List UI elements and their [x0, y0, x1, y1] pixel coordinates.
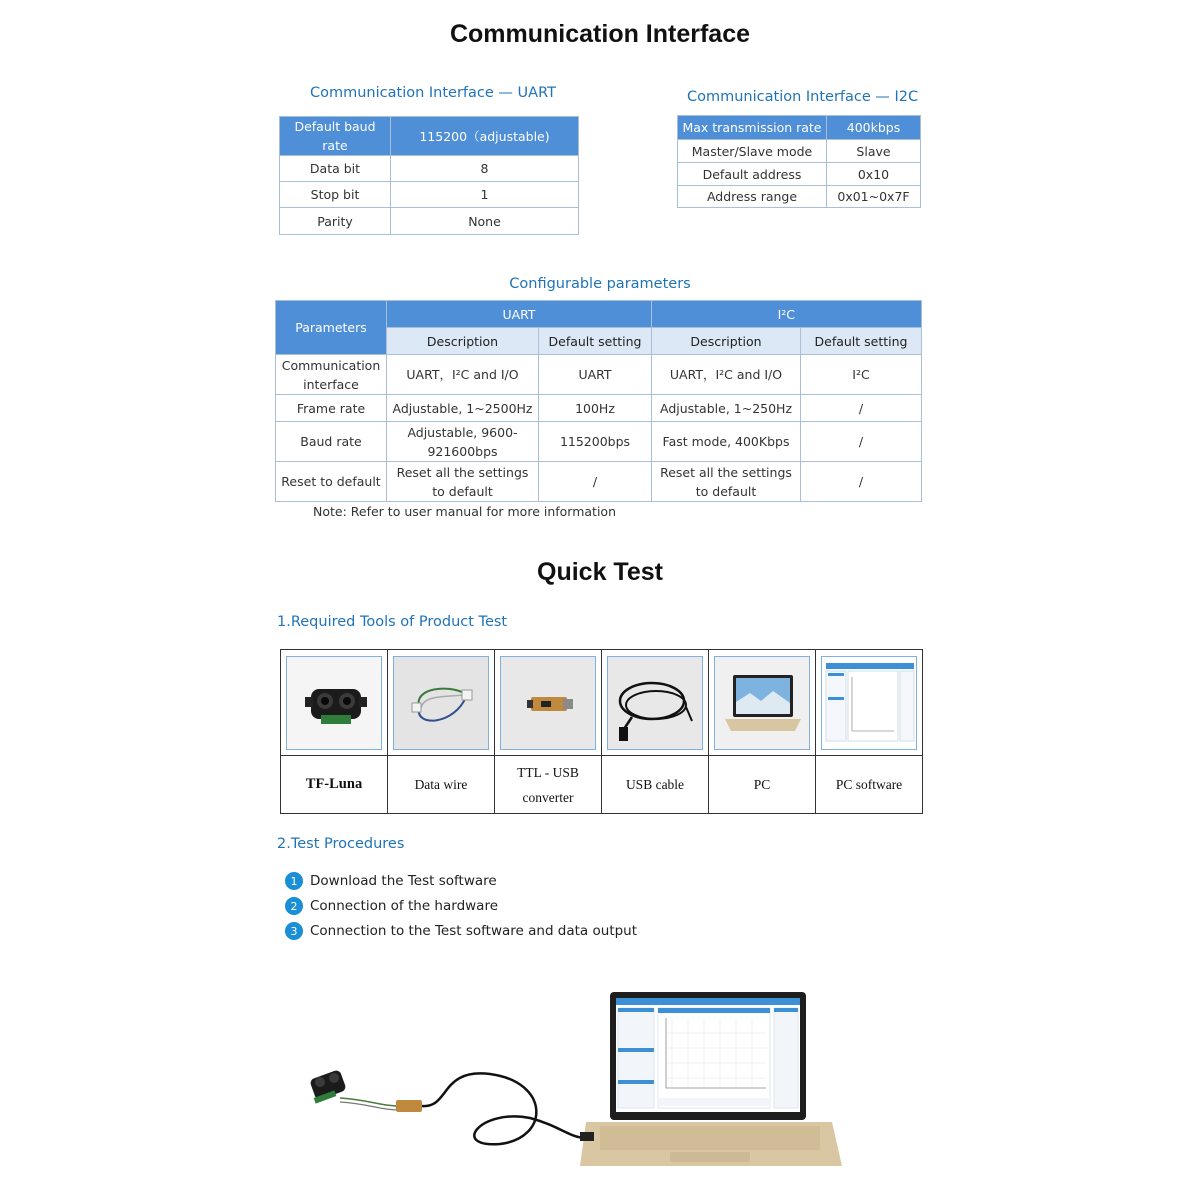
config-caption: Configurable parameters: [509, 276, 691, 292]
step-2-text: Connection of the hardware: [310, 898, 499, 914]
config-row-2-i2c-desc: Fast mode, 400Kbps: [652, 422, 801, 462]
config-row-0-uart-desc: UART，I²C and I/O: [387, 355, 539, 395]
config-row-3-i2c-desc: Reset all the settings to default: [652, 462, 801, 502]
i2c-row-3-value: 0x01~0x7F: [827, 186, 921, 208]
config-table: [275, 300, 922, 502]
ttl-usb-converter-image: [500, 656, 596, 750]
step-1-number: 1: [285, 872, 303, 890]
config-row-1-uart-default: 100Hz: [539, 395, 652, 422]
tool-cell-3: [602, 650, 709, 756]
tool-label-2: TTL - USB converter: [495, 756, 602, 814]
step-2: [285, 897, 498, 915]
tool-cell-4: [709, 650, 816, 756]
i2c-caption: Communication Interface — I2C: [687, 89, 919, 105]
config-row-0-param: Communication interface: [276, 355, 387, 395]
comm-interface-title: Communication Interface: [449, 20, 751, 48]
config-parameters-header: Parameters: [276, 301, 387, 355]
i2c-row-2-label: Default address: [678, 163, 827, 186]
i2c-default-header: Default setting: [801, 328, 922, 355]
config-row-2-uart-desc: Adjustable, 9600-921600bps: [387, 422, 539, 462]
uart-row-2-value: 1: [391, 182, 579, 208]
uart-row-3-label: Parity: [280, 208, 391, 235]
config-row-1-i2c-default: /: [801, 395, 922, 422]
data-wire-image: [393, 656, 489, 750]
config-row-2-uart-default: 115200bps: [539, 422, 652, 462]
tool-label-5: PC software: [816, 756, 923, 814]
config-uart-header: UART: [387, 301, 652, 328]
procedures-heading: 2.Test Procedures: [277, 836, 405, 852]
tool-cell-1: [388, 650, 495, 756]
uart-row-1-value: 8: [391, 156, 579, 182]
config-row-3-i2c-default: /: [801, 462, 922, 502]
i2c-table: [677, 115, 921, 208]
i2c-row-1-label: Master/Slave mode: [678, 140, 827, 163]
step-1-text: Download the Test software: [310, 873, 497, 889]
step-2-number: 2: [285, 897, 303, 915]
i2c-row-0-value: 400kbps: [827, 116, 921, 140]
quick-test-title: Quick Test: [537, 558, 663, 586]
pc-software-screenshot-image: [821, 656, 917, 750]
step-3: [285, 922, 637, 940]
config-row-2-i2c-default: /: [801, 422, 922, 462]
lidar-sensor-image: [286, 656, 382, 750]
uart-table: [279, 116, 579, 235]
config-row-3-uart-desc: Reset all the settings to default: [387, 462, 539, 502]
tool-cell-2: [495, 650, 602, 756]
config-i2c-header: I²C: [652, 301, 922, 328]
config-row-0-uart-default: UART: [539, 355, 652, 395]
tool-cell-5: [816, 650, 923, 756]
i2c-row-0-label: Max transmission rate: [678, 116, 827, 140]
config-row-3-uart-default: /: [539, 462, 652, 502]
config-row-1-i2c-desc: Adjustable, 1~250Hz: [652, 395, 801, 422]
tool-label-4: PC: [709, 756, 816, 814]
uart-row-0-value: 115200（adjustable): [391, 117, 579, 156]
config-row-3-param: Reset to default: [276, 462, 387, 502]
tools-table: [280, 649, 923, 814]
uart-row-0-label: Default baud rate: [280, 117, 391, 156]
config-row-0-i2c-desc: UART，I²C and I/O: [652, 355, 801, 395]
tool-label-0: TF-Luna: [281, 756, 388, 814]
config-row-0-i2c-default: I²C: [801, 355, 922, 395]
uart-row-1-label: Data bit: [280, 156, 391, 182]
uart-row-3-value: None: [391, 208, 579, 235]
uart-default-header: Default setting: [539, 328, 652, 355]
uart-caption: Communication Interface — UART: [310, 85, 556, 101]
config-note: Note: Refer to user manual for more information: [313, 504, 616, 519]
config-row-2-param: Baud rate: [276, 422, 387, 462]
uart-description-header: Description: [387, 328, 539, 355]
i2c-description-header: Description: [652, 328, 801, 355]
tool-cell-0: [281, 650, 388, 756]
step-1: [285, 872, 497, 890]
i2c-row-1-value: Slave: [827, 140, 921, 163]
config-row-1-param: Frame rate: [276, 395, 387, 422]
i2c-row-3-label: Address range: [678, 186, 827, 208]
uart-row-2-label: Stop bit: [280, 182, 391, 208]
step-3-text: Connection to the Test software and data output: [310, 923, 638, 939]
tools-heading: 1.Required Tools of Product Test: [277, 614, 508, 630]
config-row-1-uart-desc: Adjustable, 1~2500Hz: [387, 395, 539, 422]
usb-cable-image: [607, 656, 703, 750]
tool-label-3: USB cable: [602, 756, 709, 814]
tool-label-1: Data wire: [388, 756, 495, 814]
i2c-row-2-value: 0x10: [827, 163, 921, 186]
laptop-image: [714, 656, 810, 750]
hardware-connection-illustration: [300, 988, 860, 1178]
step-3-number: 3: [285, 922, 303, 940]
